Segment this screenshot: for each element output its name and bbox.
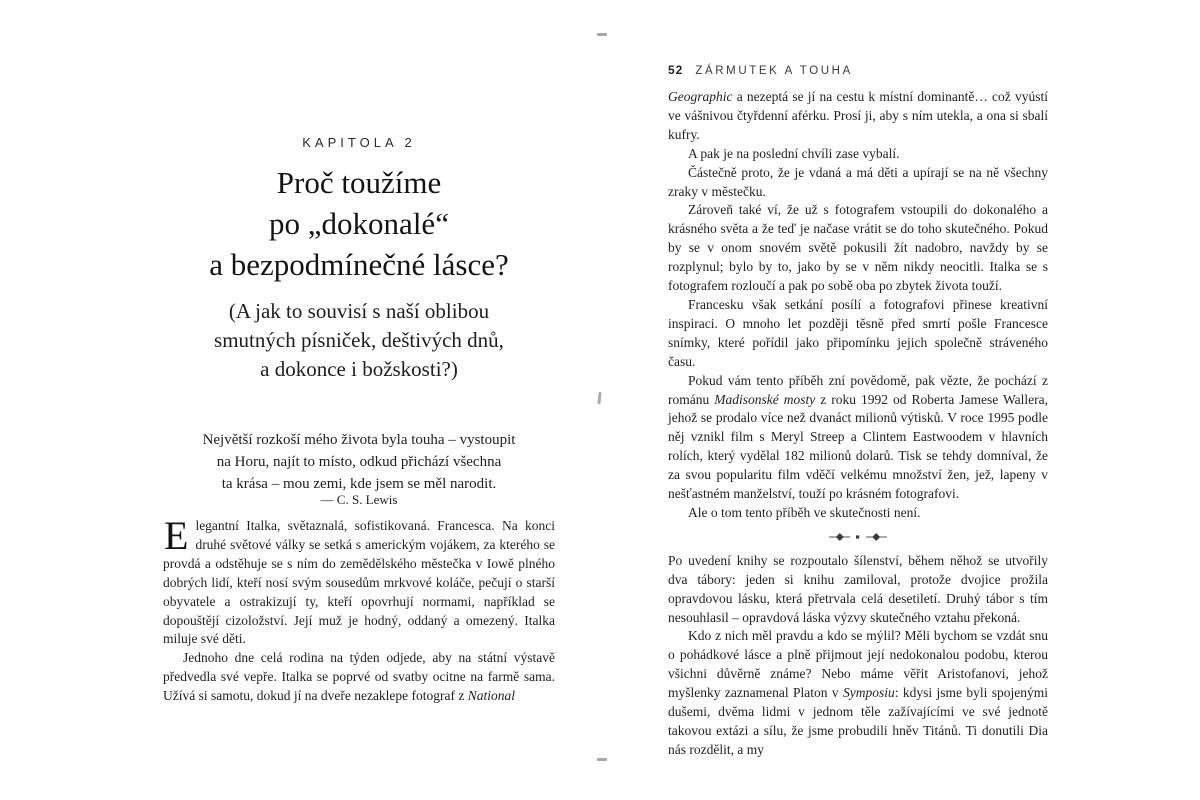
drop-cap: E [164,513,189,558]
paragraph [163,513,555,649]
paragraph: Zároveň také ví, že už s fotografem vstoupili do dokonalého a krásného světa a že teď je načase vrátit se do toho skutečného. Pokud by se v onom snovém světě pokusili žít nadobro, navždy by se rozplynul; bylo by to, jako by se v něm nikdy neocitli. Italka se s fotografem rozloučí a pak po sobě oba po zbytek života touží. [668,202,1048,294]
paragraph: Jednoho dne celá rodina na týden odjede, aby na státní výstavě předvedla své vepře. Italka se poprvé od svatby ocitne na farmě sama. Užívá si samotu, dokud jí na dveře nezaklepe fotograf z National [163,650,555,704]
paragraph: Částečně proto, že je vdaná a má děti a upírají se na ně všechny zraky v městečku. [668,164,1048,199]
chapter-body [163,513,555,706]
fold-mark-bottom [597,758,607,761]
paragraph: Pokud vám tento příběh zní povědomě, pak vězte, že pochází z románu Madisonské mosty z roku 1992 od Roberta Jamese Wallera, jehož se prodalo více než dvanáct milionů výtisků. V roce 1995 podle něj vznikl film s Meryl Streep a Clintem Eastwoodem v hlavních rolích, který vydělal 182 milionů dolarů. Tisk se tehdy domníval, že za svou popularitu film vděčí velkému množství žen, jež, lapeny v nešťastném manželství, touží po krásném fotografovi. [668,372,1048,502]
section-divider [668,532,1048,542]
paragraph: Ale o tom tento příběh ve skutečnosti není. [688,504,921,520]
fold-mark-middle [597,392,601,404]
diamond-rule-ornament [829,532,887,542]
chapter-title: Proč toužíme po „dokonalé“ a bezpodmínečné lásce? [209,165,509,282]
page-body [668,88,1048,760]
running-head-title: ZÁRMUTEK A TOUHA [695,65,853,77]
page-number: 52 [668,63,684,77]
chapter-subtitle: (A jak to souvisí s naší oblibou smutných písniček, deštivých dnů, a dokonce i božskosti?) [214,299,504,381]
page-right [668,0,1048,800]
paragraph: Po uvedení knihy se rozpoutalo šílenství, během něhož se utvořily dva tábory: jeden si knihu zamiloval, protože dvojice prožila opravdovou lásku, která přetrvala celá desetiletí. Druhý tábor s tím nesouhlasil – opravdová láska výzvy skutečného vztahu překoná. [668,552,1048,625]
chapter-kicker: KAPITOLA 2 [302,135,416,150]
paragraph: A pak je na poslední chvíli zase vybalí. [688,145,900,161]
epigraph: Největší rozkoší mého života byla touha – vystoupit na Horu, najít to místo, odkud přichází všechna ta krása – mou zemi, kde jsem se měl narodit. [202,432,516,492]
paragraph: Geographic a nezeptá se jí na cestu k místní dominantě… což vyústí ve vášnivou čtyřdenní aférku. Prosí ji, aby s ním utekla, a ona si sbalí kufry. [668,89,1048,142]
paragraph-text: legantní Italka, světaznalá, sofistikovaná. Francesca. Na konci druhé světové války se setká s americkým vojákem, za kterého se provdá a odstěhuje se s ním do zemědělského městečka v Iowě plného dobrých lidí, kteří nosí svým sousedům mrkvové koláče, pečují o starší obyvatele a ostrakizují ty, kteří opovrhují normami, například se dopouštějí cizoložství. Její muž je hodný, oddaný a omezený. Italka miluje své děti. [163,518,555,647]
page-left [163,0,555,800]
paragraph: Kdo z nich měl pravdu a kdo se mýlil? Měli bychom se vzdát snu o pohádkové lásce a plně přijmout její nedokonalou podobu, kterou všichni důvěrně známe? Nebo máme věřit Aristofanovi, jehož myšlenky zaznamenal Platon v Symposiu: kdysi jsme byli spojenými dušemi, dvěma lidmi v jednom těle zažívajícími ve své jednotě takovou extázi a sílu, že jsme probudili hněv Titánů. Ti donutili Dia nás rozdělit, a my [668,628,1048,757]
fold-mark-top [597,33,607,36]
epigraph-attribution: — C. S. Lewis [320,492,398,507]
running-head [668,61,1048,79]
paragraph: Francesku však setkání posílí a fotografovi přinese kreativní inspiraci. O mnoho let později těsně před smrtí pošle Francesce snímky, které pořídil jako připomínku jejich společně stráveného času. [668,296,1048,369]
